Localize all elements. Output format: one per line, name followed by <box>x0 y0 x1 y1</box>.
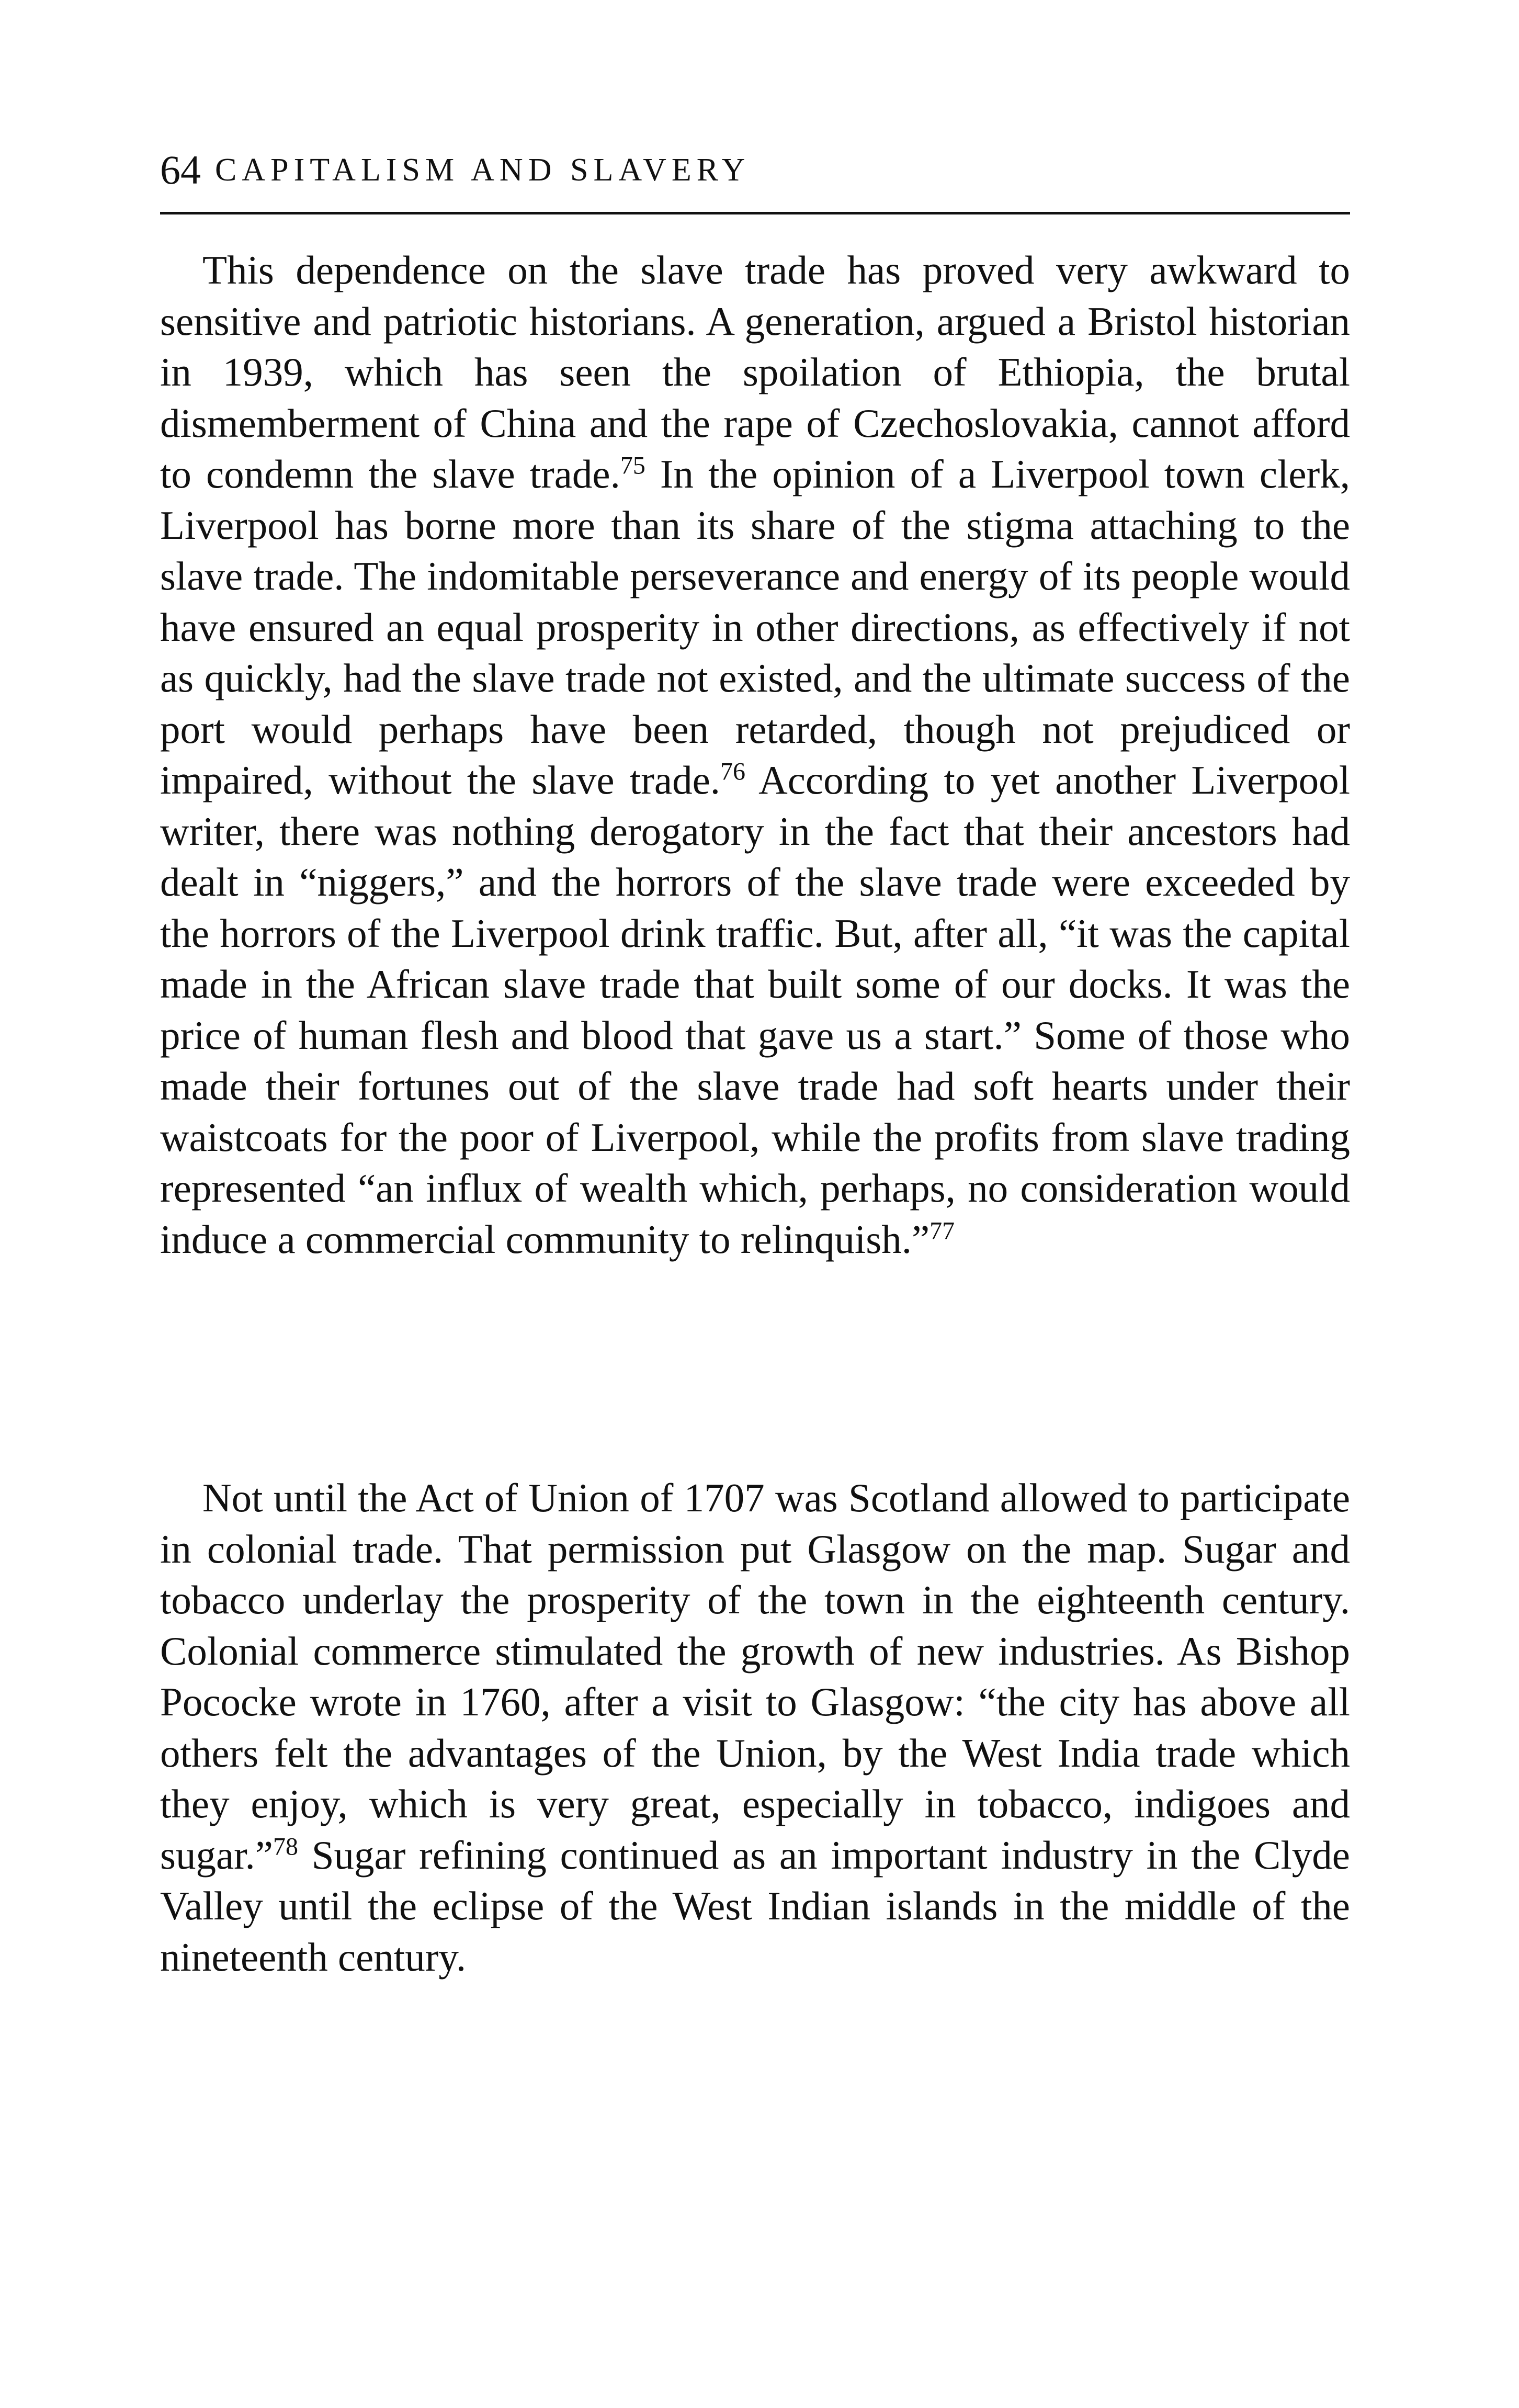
page-header <box>160 141 1350 199</box>
paragraph-2-sentence-1: Not until the Act of Union of 1707 was Scotland allowed to participate in colonial trade. That permission put Glasgow on the map. Sugar and tobacco underlay the prosperity of the town in the eighteenth century. Colonial commerce stimulated the growth of new industries. As Bishop Pococke wrote in 1760, after a visit to Glasgow: “the city has above all others felt the advantages of the Union, by the West India trade which they enjoy, which is very great, especially in tobacco, indigoes and sugar.” <box>160 1475 1350 1878</box>
footnote-ref-76: 76 <box>720 758 746 786</box>
running-head: CAPITALISM AND SLAVERY <box>215 152 751 188</box>
paragraph-2-sentence-2: Sugar refining continued as an important industry in the Clyde Valley until the eclipse of the West Indian islands in the middle of the nineteenth century. <box>160 1832 1350 1980</box>
paragraph-1-sentence-3: According to yet another Liverpool writer, there was nothing derogatory in the fact that their ancestors had dealt in “niggers,” and the horrors of the slave trade were exceeded by the horrors of the Liverpool drink traffic. But, after all, “it was the capital made in the African slave trade that built some of our docks. It was the price of human flesh and blood that gave us a start.” Some of those who made their fortunes out of the slave trade had soft hearts under their waistcoats for the poor of Liverpool, while the profits from slave trading represented “an influx of wealth which, perhaps, no consideration would induce a commercial community to relinquish.” <box>160 758 1351 1262</box>
paragraph-1-sentence-2: In the opinion of a Liverpool town clerk, Liverpool has borne more than its share of the stigma attaching to the slave trade. The indomitable perseverance and energy of its people would have ensured an equal prosperity in other directions, as effectively if not as quickly, had the slave trade not existed, and the ultimate success of the port would perhaps have been retarded, though not prejudiced or impaired, without the slave trade. <box>160 451 1350 802</box>
paragraph-2 <box>160 1473 1350 1983</box>
paragraph-1 <box>160 245 1350 1265</box>
header-rule <box>160 212 1350 214</box>
paragraph-1-sentence-1: This dependence on the slave trade has proved very awkward to sensitive and patriotic historians. A generation, argued a Bristol historian in 1939, which has seen the spoilation of Ethiopia, the brutal dismemberment of China and the rape of Czechoslovakia, cannot afford to condemn the slave trade. <box>160 247 1350 496</box>
footnote-ref-75: 75 <box>620 451 645 480</box>
footnote-ref-78: 78 <box>273 1833 298 1861</box>
page-number: 64 <box>160 147 201 193</box>
footnote-ref-77: 77 <box>929 1217 955 1245</box>
